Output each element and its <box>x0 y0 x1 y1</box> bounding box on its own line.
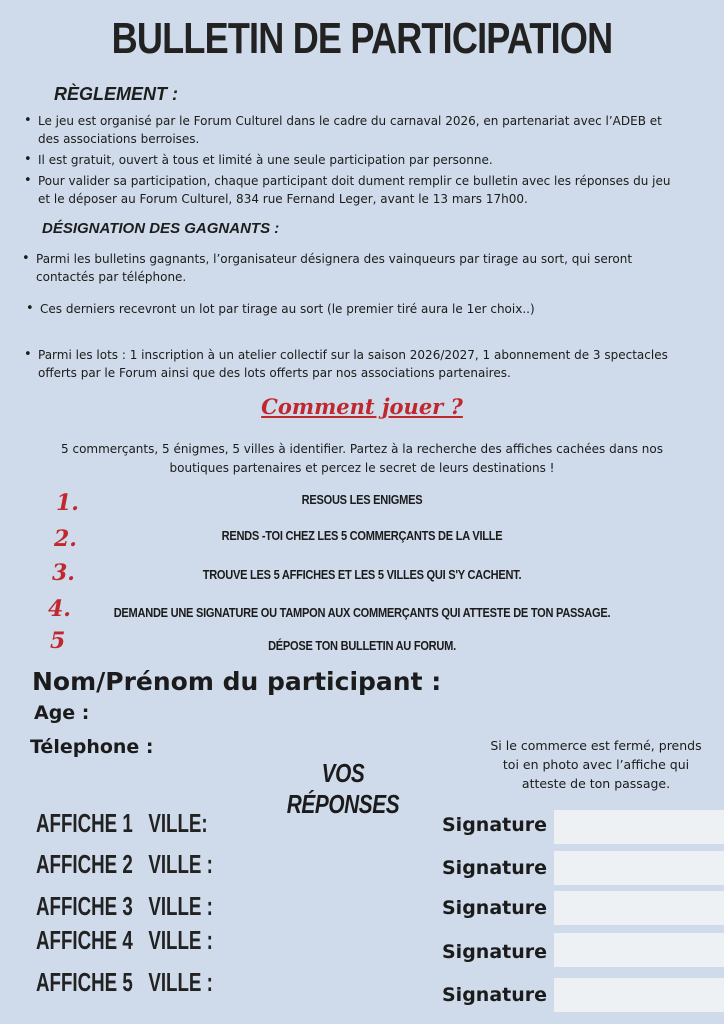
affiche-label: AFFICHE 1 <box>36 808 133 838</box>
answer-row-2[interactable] <box>36 849 213 880</box>
step-text: RENDS -TOI CHEZ LES 5 COMMERÇANTS DE LA VILLE <box>221 528 503 543</box>
nom-prenom-field[interactable]: Nom/Prénom du participant : <box>32 667 442 696</box>
closed-shop-note: Si le commerce est fermé, prends toi en photo avec l’affiche qui atteste de ton passage. <box>490 738 702 791</box>
step-number: 5 <box>50 628 66 654</box>
signature-label: Signature <box>442 897 548 919</box>
comment-jouer-heading: Comment jouer ? <box>261 394 463 419</box>
ville-label: VILLE : <box>148 967 213 997</box>
signature-box[interactable] <box>554 933 724 967</box>
signature-label: Signature <box>442 857 548 879</box>
step-number: 1. <box>56 490 79 516</box>
signature-box[interactable] <box>554 978 724 1012</box>
gagnants-list <box>22 250 662 286</box>
reponses-heading: VOS RÉPONSES <box>286 758 400 819</box>
step-number: 4. <box>48 596 71 622</box>
affiche-label: AFFICHE 3 <box>36 891 133 921</box>
telephone-field[interactable]: Télephone : <box>30 736 154 758</box>
reglement-list <box>24 112 684 208</box>
affiche-label: AFFICHE 2 <box>36 849 133 879</box>
signature-label: Signature <box>442 814 548 836</box>
answer-row-3[interactable] <box>36 891 213 922</box>
reglement-item: • Pour valider sa participation, chaque participant doit dument remplir ce bulletin avec les réponses du jeu et le déposer au Forum Culturel, 834 rue Fernand Leger, avant le 13 mars 17h00. <box>24 172 684 208</box>
signature-box[interactable] <box>554 891 724 925</box>
affiche-label: AFFICHE 5 <box>36 967 133 997</box>
age-field[interactable]: Age : <box>34 702 90 724</box>
answer-row-1[interactable] <box>36 808 208 839</box>
step-text: TROUVE LES 5 AFFICHES ET LES 5 VILLES QUI S'Y CACHENT. <box>202 567 522 582</box>
gagnants-item: • Parmi les lots : 1 inscription à un atelier collectif sur la saison 2026/2027, 1 abonnement de 3 spectacles offerts par le Forum ainsi que des lots offerts par nos associations partenaires. <box>24 346 674 382</box>
signature-box[interactable] <box>554 851 724 885</box>
gagnants-heading: DÉSIGNATION DES GAGNANTS : <box>42 220 280 237</box>
ville-label: VILLE : <box>148 849 213 879</box>
step-number: 3. <box>52 560 75 586</box>
comment-jouer-intro: 5 commerçants, 5 énigmes, 5 villes à identifier. Partez à la recherche des affiches cachées dans nos boutiques partenaires et percez le secret de leurs destinations ! <box>61 442 663 475</box>
step-text: DEMANDE UNE SIGNATURE OU TAMPON AUX COMMERÇANTS QUI ATTESTE DE TON PASSAGE. <box>113 605 611 620</box>
page-title: BULLETIN DE PARTICIPATION <box>111 14 613 63</box>
reglement-item: • Le jeu est organisé par le Forum Culturel dans le cadre du carnaval 2026, en partenariat avec l’ADEB et des associations berroises. <box>24 112 684 148</box>
step-text: DÉPOSE TON BULLETIN AU FORUM. <box>268 638 456 653</box>
ville-label: VILLE : <box>148 925 213 955</box>
signature-label: Signature <box>442 984 548 1006</box>
answer-row-4[interactable] <box>36 925 213 956</box>
signature-box[interactable] <box>554 810 724 844</box>
gagnants-item: • Parmi les bulletins gagnants, l’organisateur désignera des vainqueurs par tirage au sort, qui seront contactés par téléphone. <box>22 250 662 286</box>
signature-label: Signature <box>442 941 548 963</box>
ville-label: VILLE : <box>148 891 213 921</box>
gagnants-item: • Ces derniers recevront un lot par tirage au sort (le premier tiré aura le 1er choix..) <box>26 300 676 318</box>
gagnants-list-3 <box>24 346 674 382</box>
answer-row-5[interactable] <box>36 967 213 998</box>
step-text: RESOUS LES ENIGMES <box>301 492 423 507</box>
reglement-heading: RÈGLEMENT : <box>54 84 178 104</box>
gagnants-list-2 <box>26 300 676 318</box>
step-number: 2. <box>54 526 77 552</box>
reglement-item: • Il est gratuit, ouvert à tous et limité à une seule participation par personne. <box>24 151 684 169</box>
affiche-label: AFFICHE 4 <box>36 925 133 955</box>
ville-label: VILLE: <box>148 808 208 838</box>
